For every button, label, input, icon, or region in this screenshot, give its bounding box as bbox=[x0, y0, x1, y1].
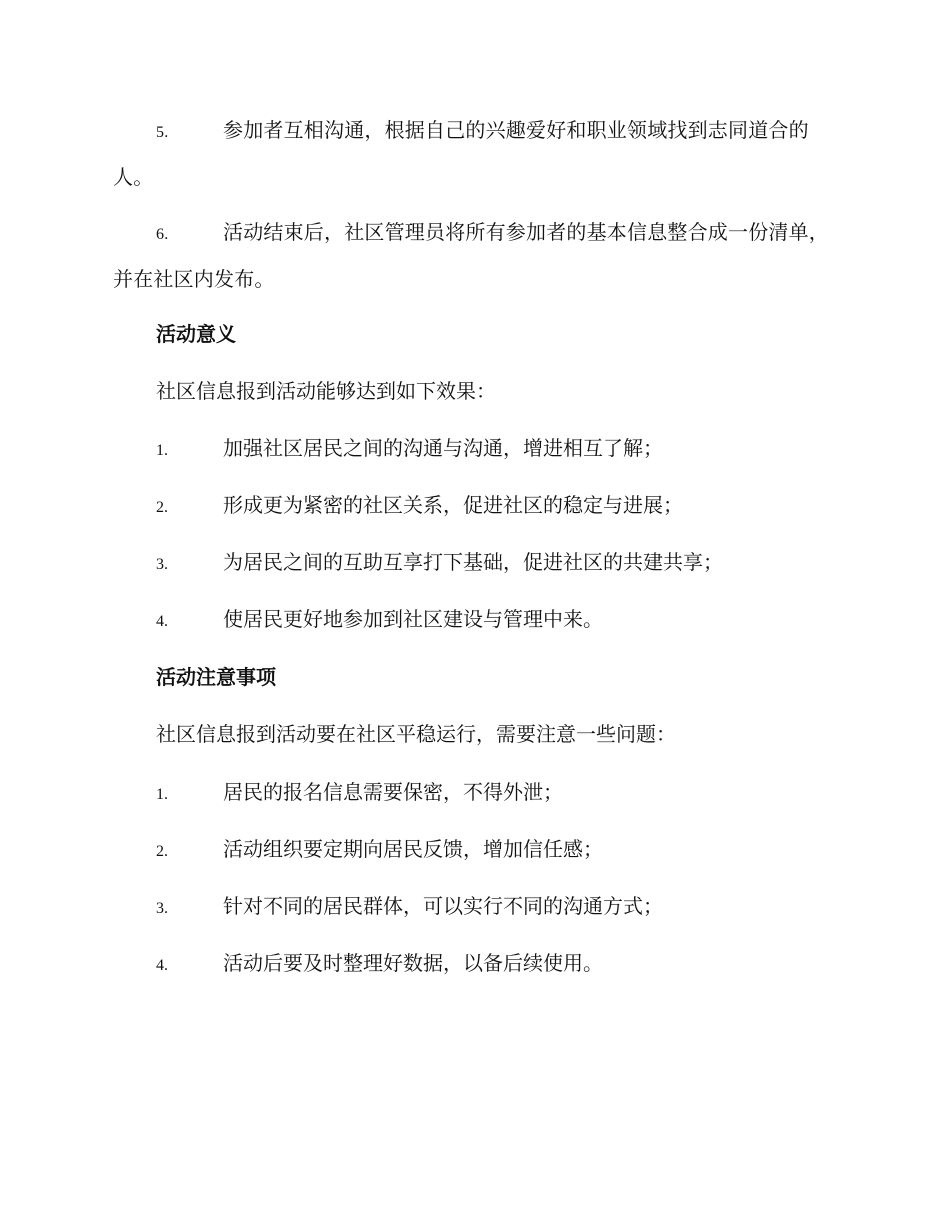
list-item bbox=[113, 834, 835, 891]
significance-list bbox=[113, 433, 835, 661]
list-text: 活动结束后，社区管理员将所有参加者的基本信息整合成一份清单，并在社区内发布。 bbox=[113, 220, 829, 291]
list-item-step-6 bbox=[113, 210, 835, 301]
list-number: 5. bbox=[156, 124, 169, 141]
list-text: 参加者互相沟通，根据自己的兴趣爱好和职业领域找到志同道合的人。 bbox=[113, 118, 809, 189]
list-number: 4. bbox=[156, 613, 168, 630]
section-heading-significance: 活动意义 bbox=[156, 322, 236, 346]
list-item bbox=[113, 948, 835, 1005]
list-item bbox=[113, 433, 835, 490]
list-number: 3. bbox=[156, 556, 168, 573]
list-text: 形成更为紧密的社区关系，促进社区的稳定与进展； bbox=[223, 493, 683, 517]
list-text: 活动组织要定期向居民反馈，增加信任感； bbox=[223, 837, 603, 861]
list-text: 为居民之间的互助互享打下基础，促进社区的共建共享； bbox=[223, 550, 723, 574]
list-text: 居民的报名信息需要保密，不得外泄； bbox=[223, 780, 563, 804]
section-intro-notes: 社区信息报到活动要在社区平稳运行，需要注意一些问题： bbox=[156, 722, 676, 746]
notes-list bbox=[113, 777, 835, 1005]
list-text: 使居民更好地参加到社区建设与管理中来。 bbox=[223, 607, 603, 631]
list-item bbox=[113, 490, 835, 547]
section-intro-significance: 社区信息报到活动能够达到如下效果： bbox=[156, 379, 496, 403]
list-item bbox=[113, 777, 835, 834]
list-number: 3. bbox=[156, 900, 168, 917]
list-number: 2. bbox=[156, 843, 168, 860]
list-item bbox=[113, 547, 835, 604]
list-text: 加强社区居民之间的沟通与沟通，增进相互了解； bbox=[223, 436, 663, 460]
section-heading-notes: 活动注意事项 bbox=[156, 665, 276, 689]
list-number: 1. bbox=[156, 442, 168, 459]
list-number: 6. bbox=[156, 226, 169, 243]
list-item-step-5 bbox=[113, 108, 835, 199]
list-text: 针对不同的居民群体，可以实行不同的沟通方式； bbox=[223, 894, 663, 918]
list-number: 2. bbox=[156, 499, 168, 516]
list-number: 4. bbox=[156, 957, 168, 974]
list-text: 活动后要及时整理好数据，以备后续使用。 bbox=[223, 951, 603, 975]
list-item bbox=[113, 891, 835, 948]
list-item bbox=[113, 604, 835, 661]
list-number: 1. bbox=[156, 786, 168, 803]
